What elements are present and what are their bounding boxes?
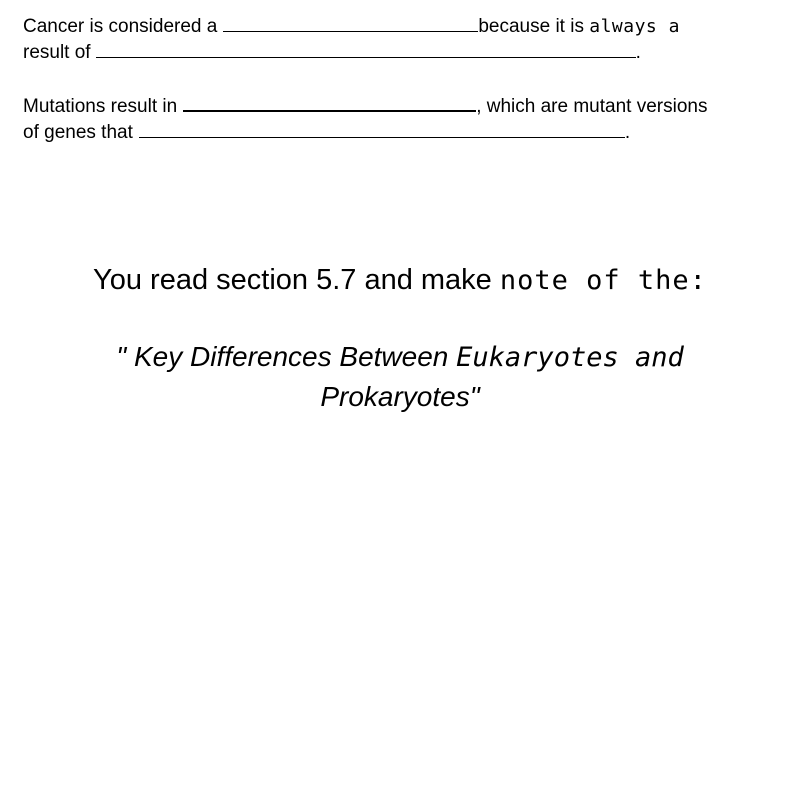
cancer-line2-start: result of	[23, 42, 91, 63]
reading-prefix: You read section 5.7 and make	[93, 264, 492, 296]
cancer-end: .	[635, 42, 641, 63]
cancer-question	[23, 14, 793, 66]
mutations-question	[23, 93, 793, 146]
quote-line2: Prokaryotes"	[320, 381, 480, 412]
mutations-end: .	[624, 122, 631, 143]
mutations-intro: Mutations result in	[23, 96, 178, 117]
mutations-blank-2[interactable]	[139, 120, 625, 138]
cancer-blank-1[interactable]	[223, 14, 478, 32]
mutations-mid: , which are mutant versions	[476, 96, 708, 117]
section-title-quote	[0, 337, 800, 416]
quote-open: " Key Differences Between	[116, 341, 449, 372]
cancer-emphasis: always a	[589, 16, 680, 37]
cancer-intro: Cancer is considered a	[23, 16, 218, 37]
cancer-mid: because it is	[478, 16, 584, 37]
worksheet	[23, 14, 793, 146]
cancer-blank-2[interactable]	[96, 40, 636, 58]
reading-mono-suffix: note of the:	[499, 265, 707, 296]
reading-instruction	[0, 260, 800, 301]
mutations-blank-1[interactable]	[183, 93, 476, 112]
quote-mono: Eukaryotes and	[456, 342, 684, 373]
mutations-line2-start: of genes that	[23, 122, 133, 143]
